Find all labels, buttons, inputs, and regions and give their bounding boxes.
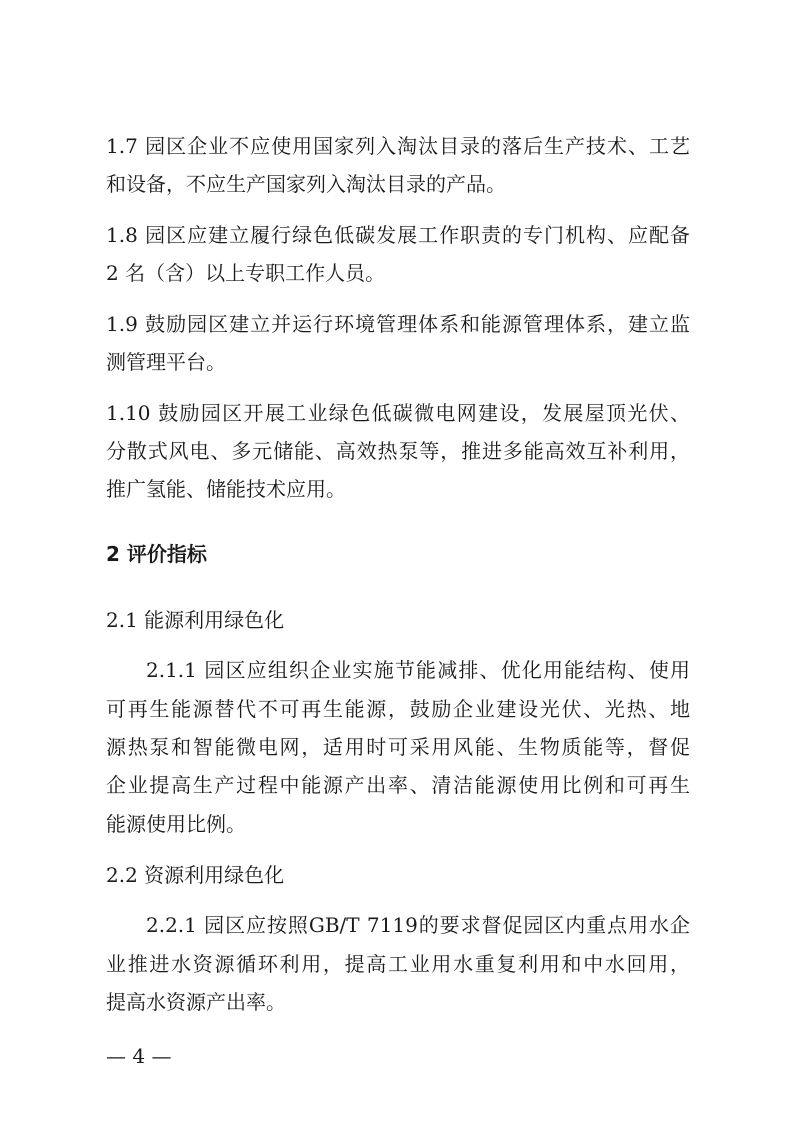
paragraph-1-7-line: 1.7 园区企业不应使用国家列入淘汰目录的落后生产技术、工艺: [106, 134, 690, 158]
paragraph-1-9-line: 1.9 鼓励园区建立并运行环境管理体系和能源管理体系，建立监: [106, 312, 690, 336]
paragraph-1-10-line: 分散式风电、多元储能、高效热泵等，推进多能高效互补利用，: [106, 439, 690, 463]
subsection-heading: 2.2 资源利用绿色化: [106, 863, 285, 887]
paragraph-1-7-line: 和设备，不应生产国家列入淘汰目录的产品。: [106, 172, 506, 196]
paragraph-2-1-1-line: 可再生能源替代不可再生能源，鼓励企业建设光伏、光热、地: [106, 697, 690, 721]
paragraph-2-1-1-line: 能源使用比例。: [106, 812, 246, 836]
page-number: — 4 —: [106, 1044, 172, 1068]
section-heading: 2 评价指标: [106, 542, 207, 566]
paragraph-2-1-1-line: 源热泵和智能微电网，适用时可采用风能、生物质能等，督促: [106, 735, 690, 759]
paragraph-1-10-line: 推广氢能、储能技术应用。: [106, 477, 346, 501]
paragraph-1-8-line: 1.8 园区应建立履行绿色低碳发展工作职责的专门机构、应配备: [106, 223, 690, 247]
paragraph-1-9-line: 测管理平台。: [106, 350, 226, 374]
paragraph-2-1-1-line: 企业提高生产过程中能源产出率、清洁能源使用比例和可再生: [106, 773, 690, 797]
paragraph-1-10-line: 1.10 鼓励园区开展工业绿色低碳微电网建设，发展屋顶光伏、: [106, 401, 690, 425]
paragraph-2-2-1-line: 2.2.1 园区应按照GB/T 7119的要求督促园区内重点用水企: [146, 913, 690, 937]
paragraph-2-2-1-line: 提高水资源产出率。: [106, 990, 286, 1014]
paragraph-2-2-1-line: 业推进水资源循环利用，提高工业用水重复利用和中水回用，: [106, 952, 690, 976]
paragraph-1-8-line: 2 名（含）以上专职工作人员。: [106, 261, 386, 285]
paragraph-2-1-1-line: 2.1.1 园区应组织企业实施节能减排、优化用能结构、使用: [146, 658, 690, 682]
subsection-heading: 2.1 能源利用绿色化: [106, 608, 285, 632]
